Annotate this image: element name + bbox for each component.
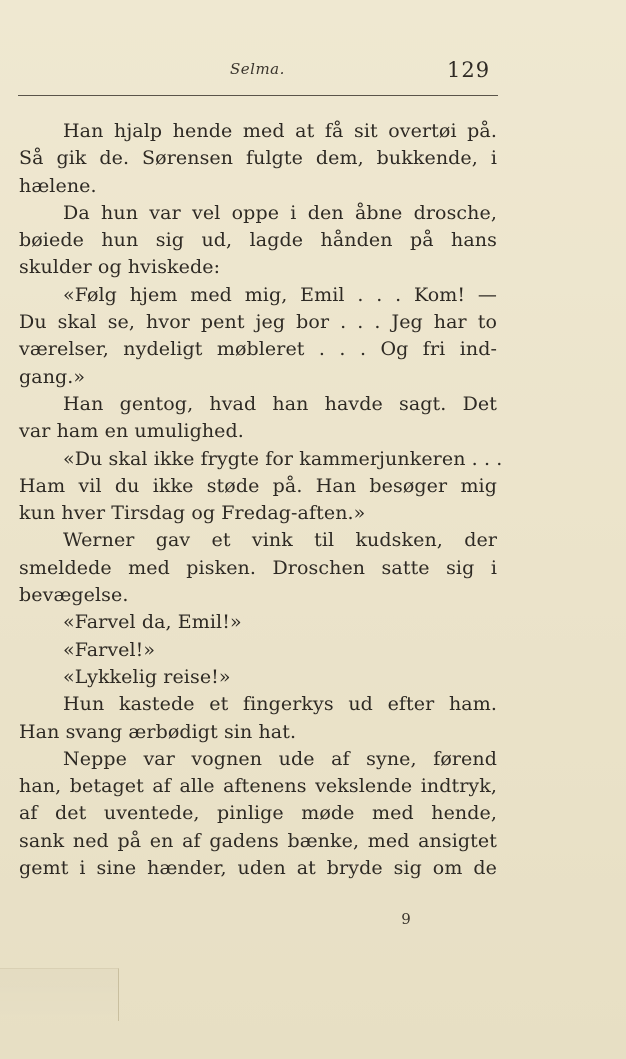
text-line: Du skal se, hvor pent jeg bor . . . Jeg har to — [19, 311, 497, 334]
text-line: af det uventede, pinlige møde med hende, — [19, 802, 497, 825]
text-line: kun hver Tirsdag og Fredag-aften.» — [19, 502, 366, 525]
paper-edge-mark — [0, 968, 119, 1021]
running-head — [0, 58, 626, 88]
text-line: «Du skal ikke frygte for kammerjunkeren . . . — [63, 447, 503, 470]
text-line: bøiede hun sig ud, lagde hånden på hans — [19, 229, 497, 252]
text-line: «Farvel!» — [63, 638, 156, 661]
body-text — [19, 118, 503, 882]
text-line: Da hun var vel oppe i den åbne drosche, — [63, 201, 497, 224]
text-line: Ham vil du ikke støde på. Han besøger mig — [19, 474, 497, 497]
text-line: Han gentog, hvad han havde sagt. Det — [63, 392, 497, 415]
text-line: hælene. — [19, 174, 97, 197]
text-line: værelser, nydeligt møbleret . . . Og fri ind- — [19, 338, 497, 361]
text-line: «Farvel da, Emil!» — [63, 611, 242, 634]
text-line: sank ned på en af gadens bænke, med ansigtet — [19, 829, 497, 852]
text-line: Så gik de. Sørensen fulgte dem, bukkende, i — [19, 147, 497, 170]
text-line: var ham en umulighed. — [19, 420, 244, 443]
text-line: smeldede med pisken. Droschen satte sig i — [19, 556, 497, 579]
signature-number: 9 — [401, 910, 411, 928]
signature-mark — [0, 910, 626, 928]
text-line: Neppe var vognen ude af syne, førend — [63, 747, 497, 770]
text-line: bevægelse. — [19, 584, 129, 607]
text-line: «Lykkelig reise!» — [63, 665, 231, 688]
text-line: gemt i sine hænder, uden at bryde sig om de — [19, 857, 497, 880]
text-line: skulder og hviskede: — [19, 256, 221, 279]
text-line: «Følg hjem med mig, Emil . . . Kom! — — [63, 283, 497, 306]
running-title: Selma. — [230, 60, 285, 78]
text-line: gang.» — [19, 365, 86, 388]
page-number: 129 — [447, 58, 491, 82]
text-line: han, betaget af alle aftenens vekslende indtryk, — [19, 775, 497, 798]
text-line: Han hjalp hende med at få sit overtøi på. — [63, 120, 497, 142]
text-line: Werner gav et vink til kudsken, der — [63, 529, 497, 552]
text-line: Hun kastede et fingerkys ud efter ham. — [63, 693, 497, 716]
header-rule — [18, 95, 498, 96]
text-line: Han svang ærbødigt sin hat. — [19, 720, 297, 743]
